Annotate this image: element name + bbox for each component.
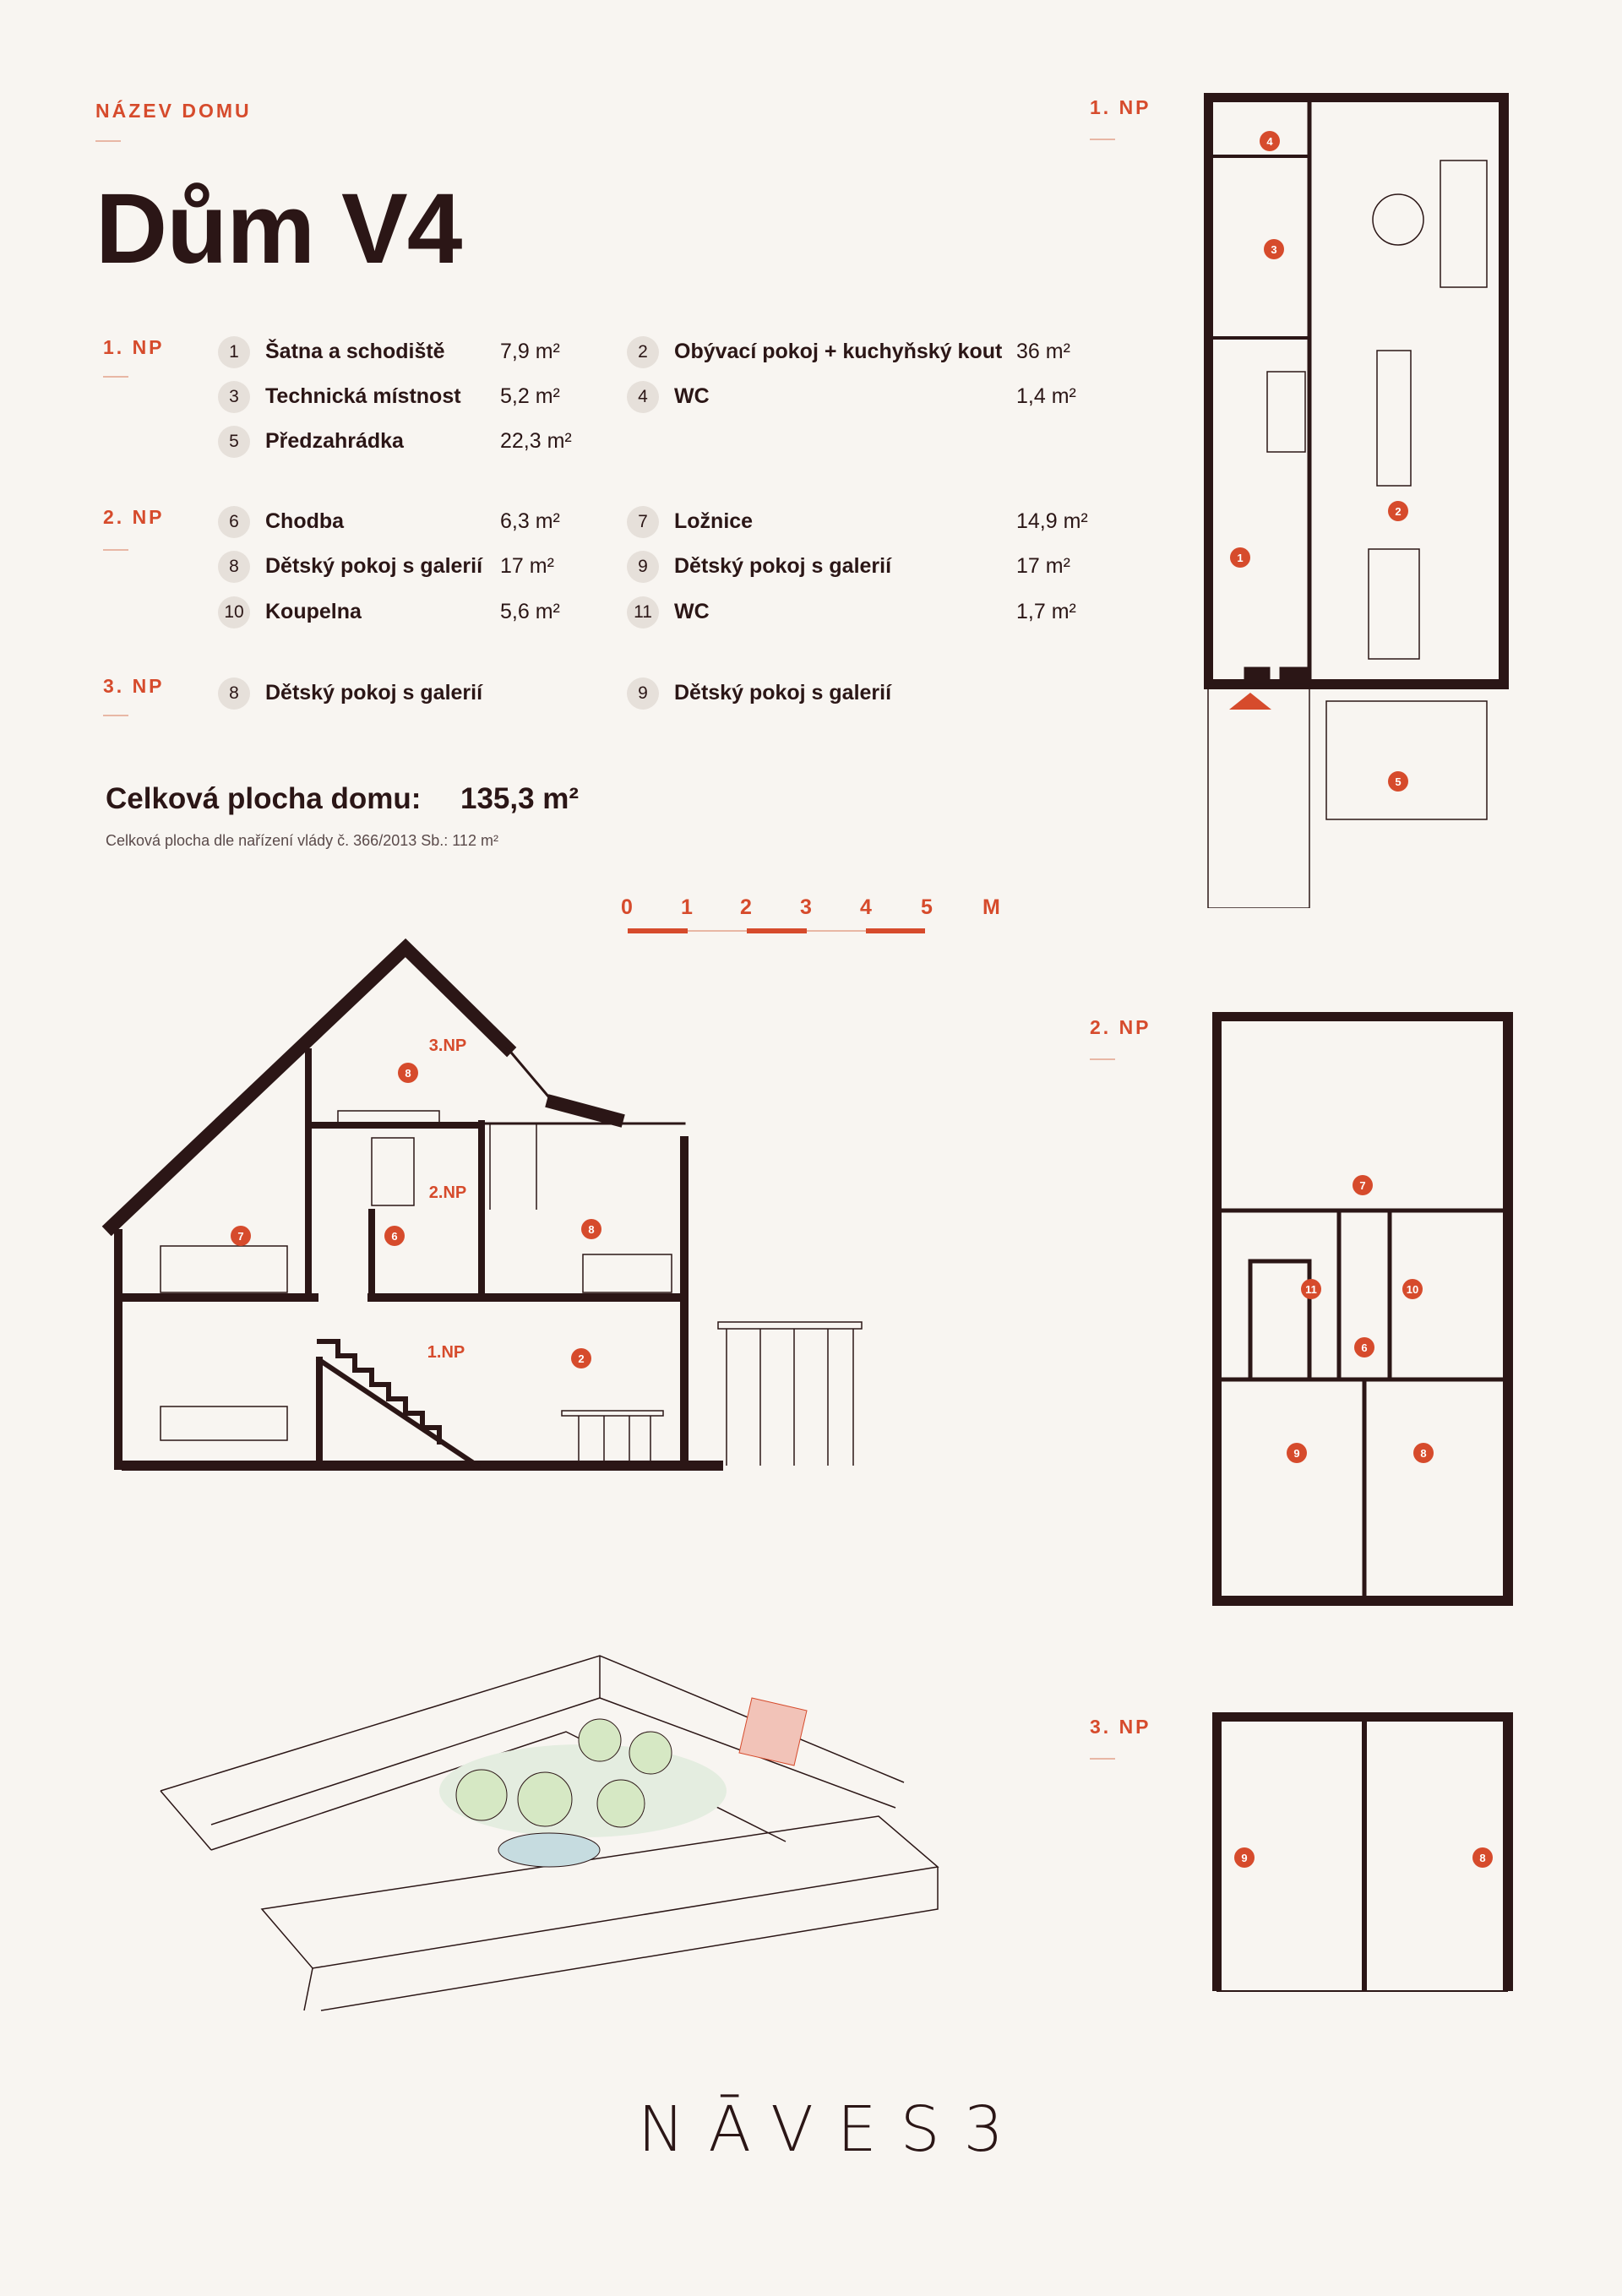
scale-tick: 5 — [921, 895, 933, 919]
floor-label-3np: 3. NP — [103, 675, 165, 697]
room-area: 1,7 m² — [1016, 600, 1076, 623]
floor-label-2np: 2. NP — [103, 506, 165, 528]
room-area: 1,4 m² — [1016, 384, 1076, 408]
room-name: Dětský pokoj s galerií — [265, 681, 483, 705]
plan-room-marker: 11 — [1305, 1283, 1317, 1296]
room-badge: 4 — [627, 381, 659, 413]
room-area: 6,3 m² — [500, 509, 560, 533]
plan-room-marker: 4 — [1266, 135, 1273, 148]
scale-tick: 4 — [860, 895, 872, 919]
room-name: WC — [674, 600, 710, 623]
section-drawing — [93, 929, 946, 1478]
room-badge: 10 — [218, 596, 250, 628]
room-area: 17 m² — [500, 554, 554, 578]
room-name: WC — [674, 384, 710, 408]
scale-tick: 0 — [621, 895, 633, 919]
room-badge: 2 — [627, 336, 659, 368]
page-title: Dům V4 — [95, 173, 462, 285]
plan-room-marker: 2 — [1395, 505, 1402, 518]
room-badge: 8 — [218, 677, 250, 710]
room-badge: 1 — [218, 336, 250, 368]
plan-room-marker: 3 — [1271, 243, 1277, 256]
room-badge: 9 — [627, 677, 659, 710]
divider — [103, 549, 128, 551]
section-level-1np: 1.NP — [427, 1343, 465, 1362]
section-room-marker: 6 — [391, 1230, 398, 1243]
scale-tick: 3 — [800, 895, 812, 919]
room-badge: 9 — [627, 551, 659, 583]
room-name: Dětský pokoj s galerií — [674, 554, 892, 578]
room-name: Šatna a schodiště — [265, 340, 445, 363]
room-badge: 11 — [627, 596, 659, 628]
divider — [103, 376, 128, 378]
floor-label-1np: 1. NP — [103, 336, 165, 358]
room-area: 7,9 m² — [500, 340, 560, 363]
plan-room-marker: 8 — [1479, 1852, 1486, 1864]
total-note: Celková plocha dle nařízení vlády č. 366/2013 Sb.: 112 m² — [106, 832, 498, 849]
plan-room-marker: 9 — [1293, 1447, 1300, 1460]
scale-tick: 2 — [740, 895, 752, 919]
plan-room-marker: 9 — [1241, 1852, 1248, 1864]
plan-label-1np: 1. NP — [1090, 96, 1151, 118]
room-name: Koupelna — [265, 600, 362, 623]
room-name: Chodba — [265, 509, 345, 533]
brand-logo: NĀVES3 — [638, 2093, 1027, 2166]
total-value: 135,3 m² — [460, 782, 580, 815]
room-name: Ložnice — [674, 509, 754, 533]
divider — [95, 140, 121, 142]
section-level-3np: 3.NP — [428, 1036, 467, 1055]
room-badge: 3 — [218, 381, 250, 413]
plan-room-marker: 10 — [1406, 1283, 1419, 1296]
section-room-marker: 7 — [237, 1230, 244, 1243]
plan-label-2np: 2. NP — [1090, 1016, 1151, 1038]
total-label: Celková plocha domu: — [106, 782, 422, 815]
room-area: 36 m² — [1016, 340, 1070, 363]
room-badge: 5 — [218, 426, 250, 458]
plan-room-marker: 1 — [1237, 552, 1244, 564]
plan-room-marker: 5 — [1395, 775, 1402, 788]
scale-unit: M — [982, 895, 1000, 919]
room-area: 5,6 m² — [500, 600, 560, 623]
plan-label-3np: 3. NP — [1090, 1716, 1151, 1738]
divider — [1090, 1758, 1115, 1760]
room-name: Obývací pokoj + kuchyňský kout — [674, 340, 1003, 363]
room-badge: 8 — [218, 551, 250, 583]
room-area: 14,9 m² — [1016, 509, 1088, 533]
section-label: NÁZEV DOMU — [95, 100, 252, 122]
plan-room-marker: 8 — [1420, 1447, 1427, 1460]
floor-plan-3np — [1212, 1712, 1516, 1995]
room-name: Dětský pokoj s galerií — [265, 554, 483, 578]
room-area: 17 m² — [1016, 554, 1070, 578]
section-level-2np: 2.NP — [428, 1183, 467, 1202]
plan-room-marker: 7 — [1359, 1179, 1366, 1192]
scale-tick: 1 — [681, 895, 693, 919]
room-area: 5,2 m² — [500, 384, 560, 408]
section-room-marker: 2 — [578, 1352, 585, 1365]
section-room-marker: 8 — [588, 1223, 595, 1236]
room-name: Dětský pokoj s galerií — [674, 681, 892, 705]
floor-plan-2np — [1212, 1012, 1516, 1608]
divider — [1090, 1058, 1115, 1060]
divider — [103, 715, 128, 716]
room-badge: 6 — [218, 506, 250, 538]
room-badge: 7 — [627, 506, 659, 538]
floor-plan-1np — [1204, 93, 1521, 908]
section-room-marker: 8 — [405, 1067, 411, 1080]
room-area: 22,3 m² — [500, 429, 572, 453]
room-name: Technická místnost — [265, 384, 461, 408]
room-name: Předzahrádka — [265, 429, 404, 453]
aerial-view — [93, 1571, 946, 2061]
divider — [1090, 139, 1115, 140]
plan-room-marker: 6 — [1361, 1341, 1368, 1354]
